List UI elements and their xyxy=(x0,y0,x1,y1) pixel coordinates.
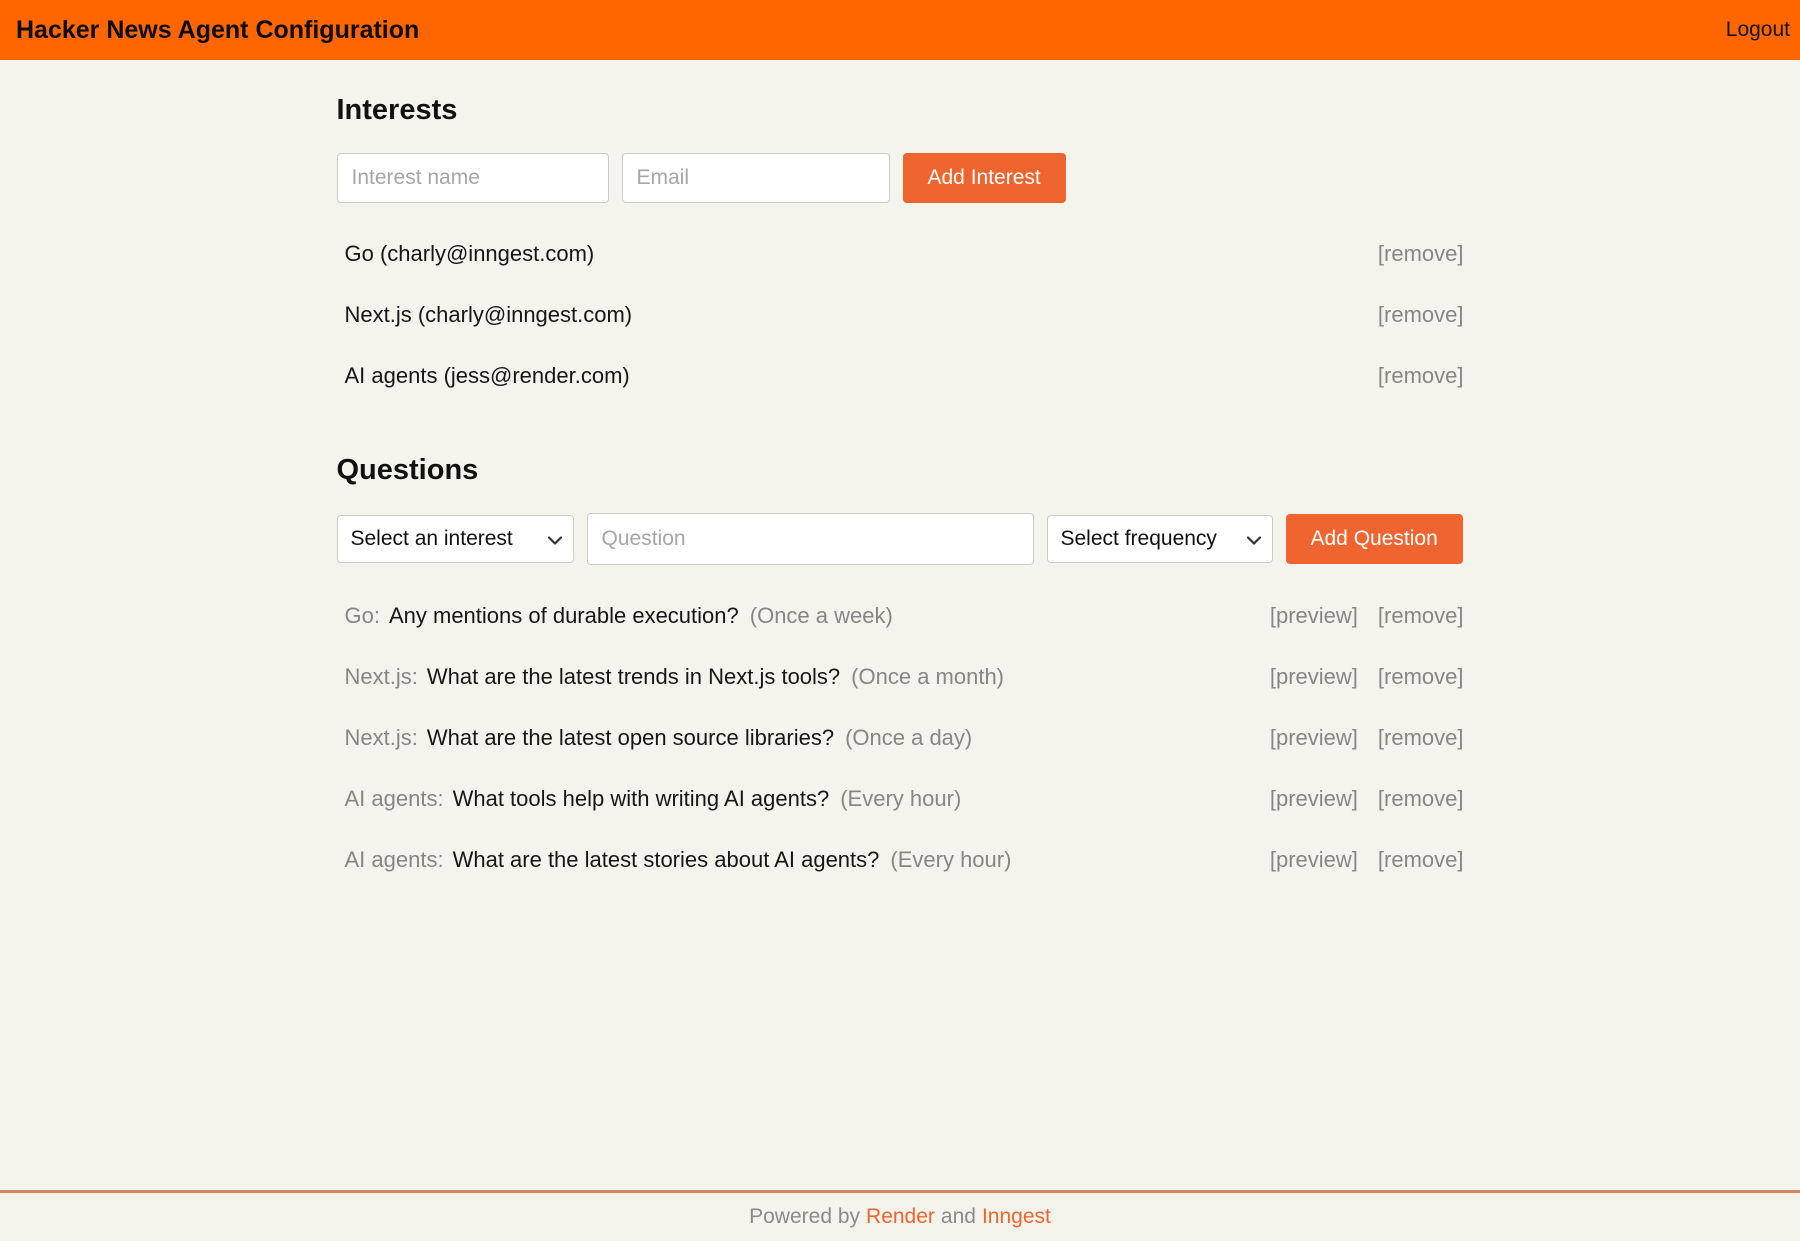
footer xyxy=(0,1190,1800,1241)
remove-link[interactable]: [remove] xyxy=(1377,301,1464,327)
remove-link[interactable]: [remove] xyxy=(1377,362,1464,388)
logout-link[interactable]: Logout xyxy=(1725,18,1790,41)
question-text: What are the latest open source libraries? xyxy=(426,724,835,750)
main-content xyxy=(337,60,1464,890)
inngest-link[interactable]: Inngest xyxy=(981,1205,1051,1228)
question-frequency: (Once a week) xyxy=(749,602,893,628)
interests-list xyxy=(337,223,1464,406)
interest-select-value: Select an interest xyxy=(350,527,513,550)
question-frequency: (Every hour) xyxy=(840,785,962,811)
interests-heading: Interests xyxy=(336,94,458,126)
interest-item xyxy=(337,223,1464,284)
question-text: Any mentions of durable execution? xyxy=(388,602,739,628)
question-item xyxy=(337,829,1464,890)
question-text-group xyxy=(345,786,962,812)
and-text: and xyxy=(940,1205,976,1228)
question-item xyxy=(337,768,1464,829)
question-actions xyxy=(1270,603,1464,629)
preview-link[interactable]: [preview] xyxy=(1269,724,1358,750)
interest-label: Next.js (charly@inngest.com) xyxy=(344,301,633,327)
interest-label: AI agents (jess@render.com) xyxy=(344,362,630,388)
remove-link[interactable]: [remove] xyxy=(1377,602,1464,628)
question-item xyxy=(337,707,1464,768)
question-interest-prefix: AI agents: xyxy=(344,785,444,811)
remove-link[interactable]: [remove] xyxy=(1377,240,1464,266)
email-input[interactable] xyxy=(622,153,890,203)
question-actions xyxy=(1270,786,1464,812)
question-text: What are the latest stories about AI agents? xyxy=(452,846,880,872)
frequency-select-value: Select frequency xyxy=(1060,527,1217,550)
question-interest-prefix: Next.js: xyxy=(344,663,418,689)
preview-link[interactable]: [preview] xyxy=(1269,785,1358,811)
add-interest-form xyxy=(337,153,1464,203)
interest-label: Go (charly@inngest.com) xyxy=(344,240,595,266)
question-text-group xyxy=(345,603,893,629)
question-text: What are the latest trends in Next.js tools? xyxy=(426,663,841,689)
questions-section xyxy=(337,454,1464,890)
question-input[interactable] xyxy=(587,513,1034,565)
interest-item xyxy=(337,284,1464,345)
question-text-group xyxy=(345,664,1005,690)
preview-link[interactable]: [preview] xyxy=(1269,846,1358,872)
remove-link[interactable]: [remove] xyxy=(1377,785,1464,811)
preview-link[interactable]: [preview] xyxy=(1269,663,1358,689)
remove-link[interactable]: [remove] xyxy=(1377,663,1464,689)
frequency-select[interactable] xyxy=(1047,515,1273,563)
question-interest-prefix: Next.js: xyxy=(344,724,418,750)
question-item xyxy=(337,585,1464,646)
render-link[interactable]: Render xyxy=(866,1205,935,1228)
question-actions xyxy=(1270,847,1464,873)
add-question-form xyxy=(337,513,1464,565)
interest-item xyxy=(337,345,1464,406)
interests-section xyxy=(337,94,1464,406)
question-interest-prefix: Go: xyxy=(344,602,380,628)
question-text-group xyxy=(345,847,1012,873)
questions-heading: Questions xyxy=(336,454,479,486)
question-frequency: (Once a month) xyxy=(851,663,1005,689)
question-frequency: (Once a day) xyxy=(845,724,973,750)
add-interest-button[interactable]: Add Interest xyxy=(903,153,1066,203)
question-actions xyxy=(1270,725,1464,751)
question-actions xyxy=(1270,664,1464,690)
question-frequency: (Every hour) xyxy=(890,846,1012,872)
remove-link[interactable]: [remove] xyxy=(1377,846,1464,872)
remove-link[interactable]: [remove] xyxy=(1377,724,1464,750)
preview-link[interactable]: [preview] xyxy=(1269,602,1358,628)
question-interest-prefix: AI agents: xyxy=(344,846,444,872)
interest-select[interactable] xyxy=(337,515,574,563)
question-text: What tools help with writing AI agents? xyxy=(452,785,830,811)
question-text-group xyxy=(345,725,973,751)
app-header xyxy=(0,0,1800,60)
question-item xyxy=(337,646,1464,707)
powered-by-text: Powered by xyxy=(749,1205,861,1228)
page-title: Hacker News Agent Configuration xyxy=(16,15,420,44)
interest-name-input[interactable] xyxy=(337,153,609,203)
add-question-button[interactable]: Add Question xyxy=(1286,514,1463,564)
chevron-down-icon xyxy=(548,536,562,545)
chevron-down-icon xyxy=(1247,536,1261,545)
questions-list xyxy=(337,585,1464,890)
